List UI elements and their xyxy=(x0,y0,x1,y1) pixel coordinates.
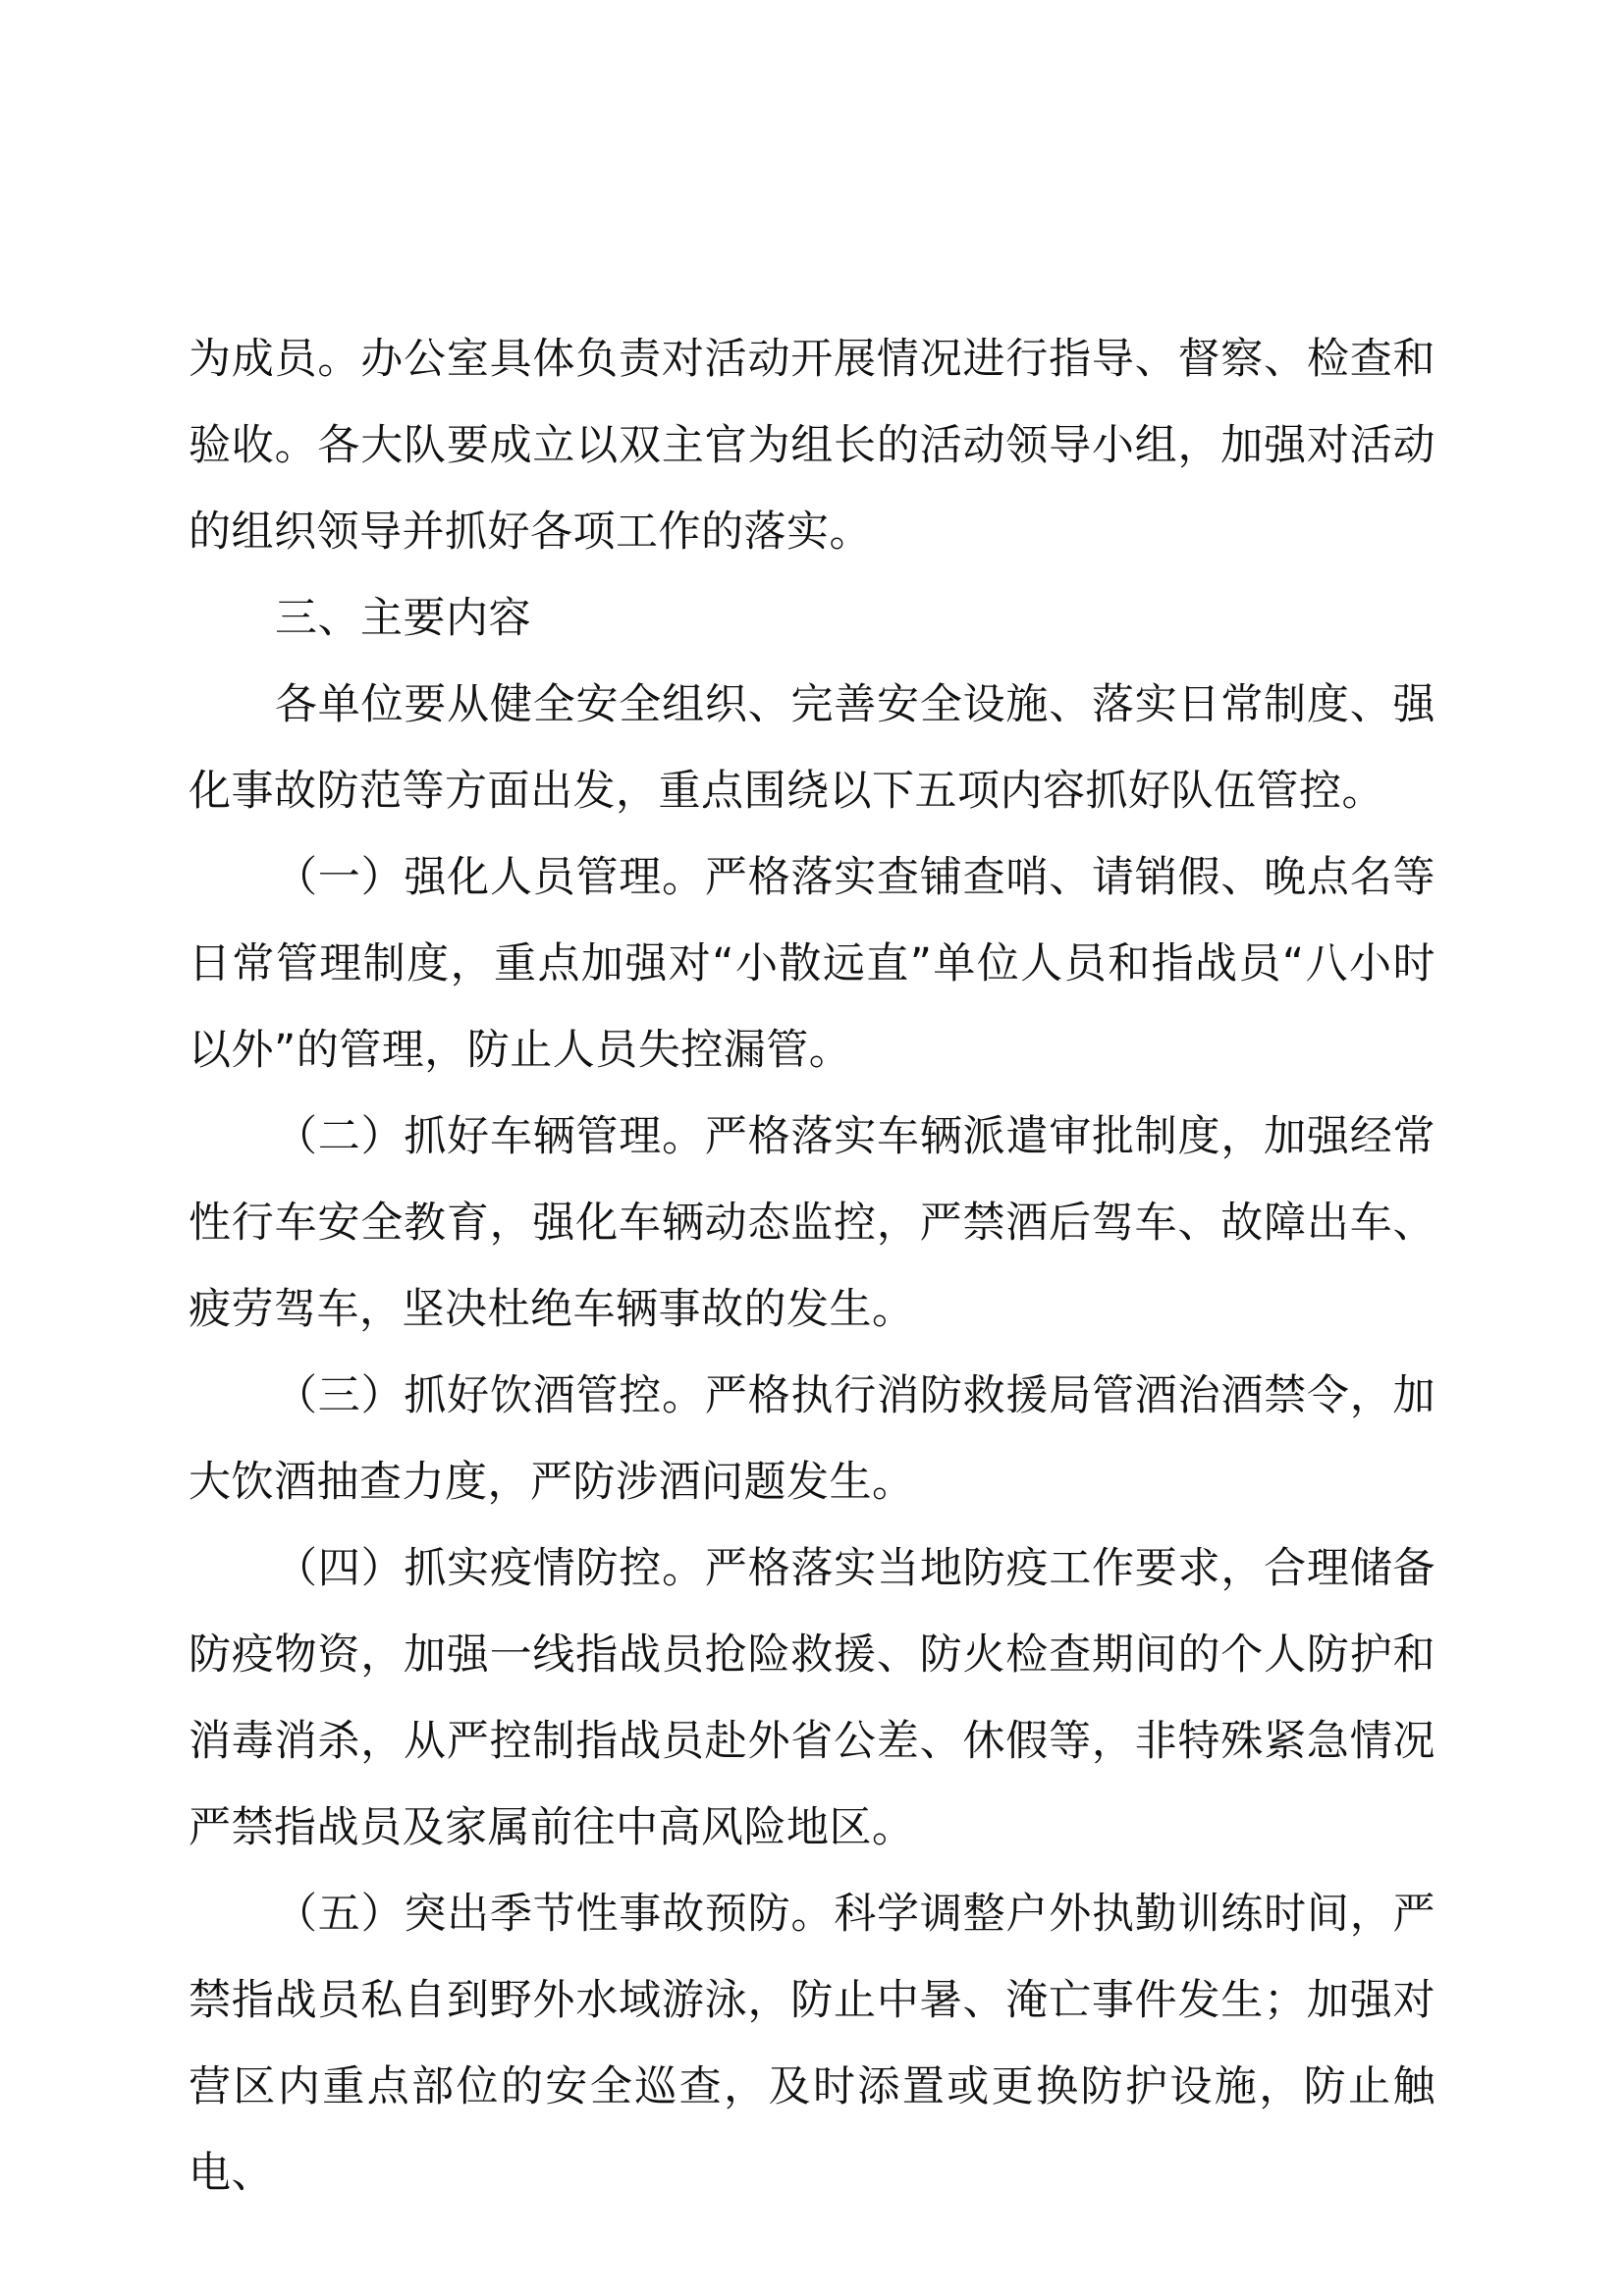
paragraph-item-1: （一）强化人员管理。严格落实查铺查哨、请销假、晚点名等日常管理制度，重点加强对“小散远直”单位人员和指战员“八小时以外”的管理，防止人员失控漏管。 xyxy=(189,853,1435,1075)
paragraph-continuation: 为成员。办公室具体负责对活动开展情况进行指导、督察、检查和验收。各大队要成立以双主官为组长的活动领导小组，加强对活动的组织领导并抓好各项工作的落实。 xyxy=(189,335,1435,557)
paragraph-item-5: （五）突出季节性事故预防。科学调整户外执勤训练时间，严禁指战员私自到野外水域游泳，防止中暑、淹亡事件发生；加强对营区内重点部位的安全巡查，及时添置或更换防护设施，防止触电、 xyxy=(189,1890,1435,2198)
paragraph-intro: 各单位要从健全安全组织、完善安全设施、落实日常制度、强化事故防范等方面出发，重点围绕以下五项内容抓好队伍管控。 xyxy=(189,680,1435,816)
paragraph-item-3: （三）抓好饮酒管控。严格执行消防救援局管酒治酒禁令，加大饮酒抽查力度，严防涉酒问题发生。 xyxy=(189,1371,1435,1507)
section-heading: 三、主要内容 xyxy=(275,594,531,643)
paragraph-item-2: （二）抓好车辆管理。严格落实车辆派遣审批制度，加强经常性行车安全教育，强化车辆动态监控，严禁酒后驾车、故障出车、疲劳驾车，坚决杜绝车辆事故的发生。 xyxy=(189,1112,1435,1334)
document-body xyxy=(189,316,1435,2216)
paragraph-item-4: （四）抓实疫情防控。严格落实当地防疫工作要求，合理储备防疫物资，加强一线指战员抢险救援、防火检查期间的个人防护和消毒消杀，从严控制指战员赴外省公差、休假等，非特殊紧急情况严禁指战员及家属前往中高风险地区。 xyxy=(189,1544,1435,1852)
